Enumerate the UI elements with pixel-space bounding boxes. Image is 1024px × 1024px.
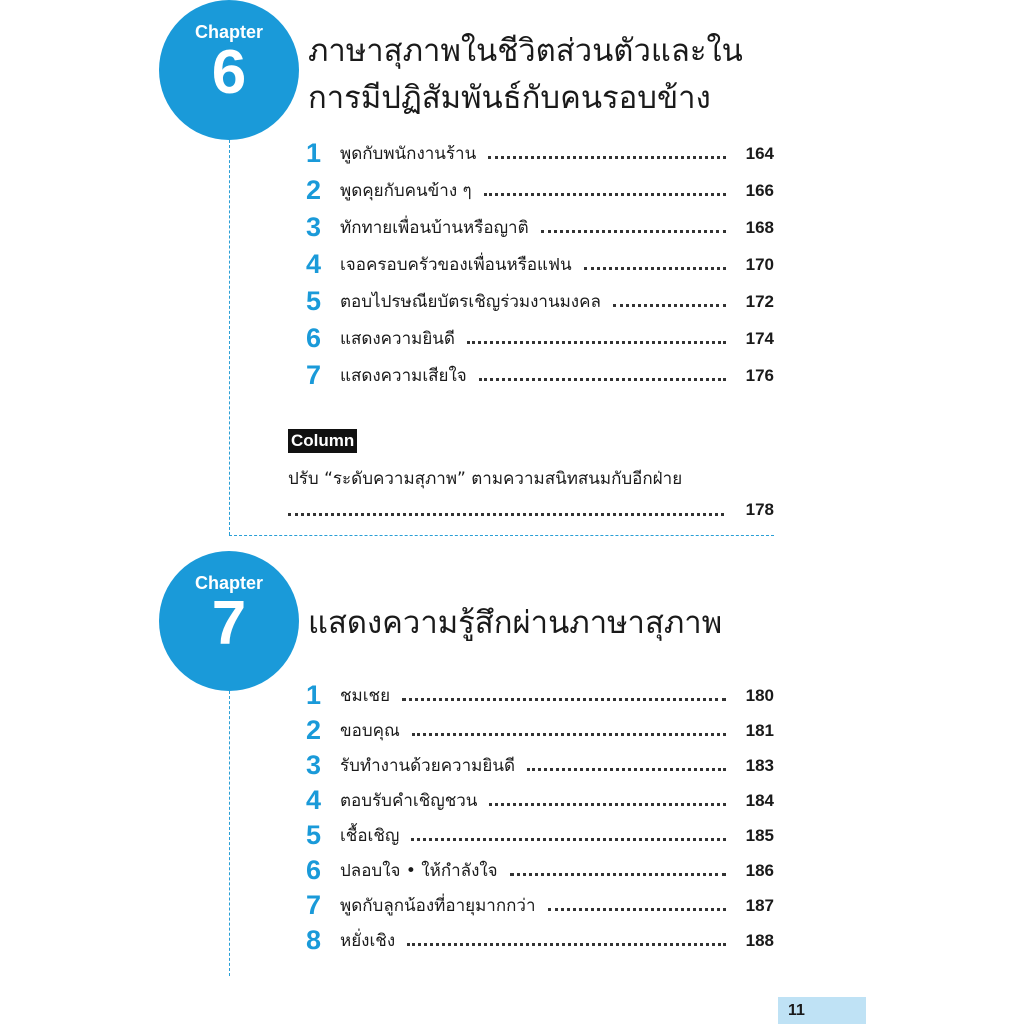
- item-number: 7: [306, 360, 322, 390]
- item-number: 3: [306, 750, 322, 780]
- chapter-6-title-line1: ภาษาสุภาพในชีวิตส่วนตัวและใน: [308, 33, 743, 69]
- item-number: 1: [306, 680, 322, 710]
- item-title: แสดงความเสียใจ: [340, 366, 467, 386]
- chapter-6-divider: [229, 535, 774, 536]
- chapter-7-title: แสดงความรู้สึกผ่านภาษาสุภาพ: [308, 605, 723, 641]
- chapter-6-badge: [159, 0, 299, 140]
- item-page: 185: [745, 825, 774, 845]
- item-page: 168: [745, 217, 774, 237]
- item-number: 7: [306, 890, 322, 920]
- toc-item[interactable]: [304, 713, 774, 748]
- toc-item[interactable]: [304, 320, 774, 357]
- item-page: 187: [745, 895, 774, 915]
- dot-leader: [527, 768, 726, 771]
- column-page-line: [288, 497, 774, 523]
- chapter-7-badge: [159, 551, 299, 691]
- toc-item[interactable]: [304, 923, 774, 958]
- item-title: รับทำงานด้วยความยินดี: [340, 756, 515, 776]
- item-title: พูดคุยกับคนข้าง ๆ: [340, 181, 472, 201]
- item-number: 5: [306, 286, 322, 316]
- item-number: 2: [306, 175, 322, 205]
- item-title: เชื้อเชิญ: [340, 826, 400, 846]
- toc-item[interactable]: [304, 135, 774, 172]
- item-number: 4: [306, 249, 322, 279]
- chapter-6-guide-line: [229, 140, 230, 535]
- chapter-7-number: 7: [211, 589, 247, 658]
- toc-item[interactable]: [304, 209, 774, 246]
- item-number: 6: [306, 323, 322, 353]
- item-number: 8: [306, 925, 322, 955]
- item-number: 2: [306, 715, 322, 745]
- toc-item[interactable]: [304, 783, 774, 818]
- item-page: 170: [745, 254, 774, 274]
- toc-item[interactable]: [304, 678, 774, 713]
- dot-leader: [541, 230, 726, 233]
- item-title: ชมเชย: [340, 686, 391, 706]
- item-page: 184: [745, 790, 774, 810]
- toc-item[interactable]: [304, 357, 774, 394]
- item-page: 188: [745, 930, 774, 950]
- dot-leader: [484, 193, 726, 196]
- chapter-6-toc: [304, 135, 774, 394]
- dot-leader: [412, 733, 726, 736]
- item-title: ขอบคุณ: [340, 721, 400, 741]
- column-page: 178: [745, 500, 774, 519]
- chapter-7-guide-line: [229, 691, 230, 976]
- dot-leader: [467, 341, 726, 344]
- item-title: ทักทายเพื่อนบ้านหรือญาติ: [340, 218, 529, 238]
- item-title: พูดกับพนักงานร้าน: [340, 144, 477, 164]
- chapter-6-label: Chapter: [194, 22, 263, 42]
- page-number: 11: [778, 997, 866, 1024]
- column-title[interactable]: ปรับ “ระดับความสุภาพ” ตามความสนิทสนมกับอีกฝ่าย: [288, 469, 683, 489]
- item-title: ปลอบใจ • ให้กำลังใจ: [340, 861, 498, 881]
- item-page: 180: [745, 685, 774, 705]
- item-number: 4: [306, 785, 322, 815]
- item-page: 174: [745, 328, 774, 348]
- item-title: พูดกับลูกน้องที่อายุมากกว่า: [340, 896, 536, 916]
- dot-leader: [411, 838, 726, 841]
- toc-item[interactable]: [304, 818, 774, 853]
- chapter-7-toc: [304, 678, 774, 958]
- item-page: 183: [745, 755, 774, 775]
- item-page: 176: [745, 365, 774, 385]
- column-tag: Column: [288, 429, 357, 453]
- dot-leader: [402, 698, 726, 701]
- item-title: เจอครอบครัวของเพื่อนหรือแฟน: [340, 255, 572, 275]
- dot-leader: [479, 378, 726, 381]
- chapter-6-title-line2: การมีปฏิสัมพันธ์กับคนรอบข้าง: [308, 80, 711, 116]
- toc-item[interactable]: [304, 748, 774, 783]
- item-number: 5: [306, 820, 322, 850]
- dot-leader: [510, 873, 726, 876]
- dot-leader: [489, 803, 726, 806]
- item-page: 172: [745, 291, 774, 311]
- toc-item[interactable]: [304, 888, 774, 923]
- toc-item[interactable]: [304, 172, 774, 209]
- item-page: 181: [745, 720, 774, 740]
- item-page: 166: [745, 180, 774, 200]
- dot-leader: [407, 943, 726, 946]
- dot-leader: [584, 267, 726, 270]
- item-title: ตอบไปรษณียบัตรเชิญร่วมงานมงคล: [340, 292, 601, 312]
- item-number: 3: [306, 212, 322, 242]
- chapter-7-label: Chapter: [194, 573, 263, 593]
- dot-leader: [613, 304, 726, 307]
- dot-leader: [488, 156, 726, 159]
- item-number: 1: [306, 138, 322, 168]
- toc-item[interactable]: [304, 283, 774, 320]
- item-title: แสดงความยินดี: [340, 329, 455, 349]
- dot-leader: [288, 513, 724, 516]
- item-page: 164: [745, 143, 774, 163]
- dot-leader: [548, 908, 726, 911]
- item-number: 6: [306, 855, 322, 885]
- item-title: หยั่งเชิง: [340, 931, 396, 951]
- toc-item[interactable]: [304, 853, 774, 888]
- toc-item[interactable]: [304, 246, 774, 283]
- item-title: ตอบรับคำเชิญชวน: [340, 791, 478, 811]
- chapter-6-number: 6: [211, 38, 247, 107]
- item-page: 186: [745, 860, 774, 880]
